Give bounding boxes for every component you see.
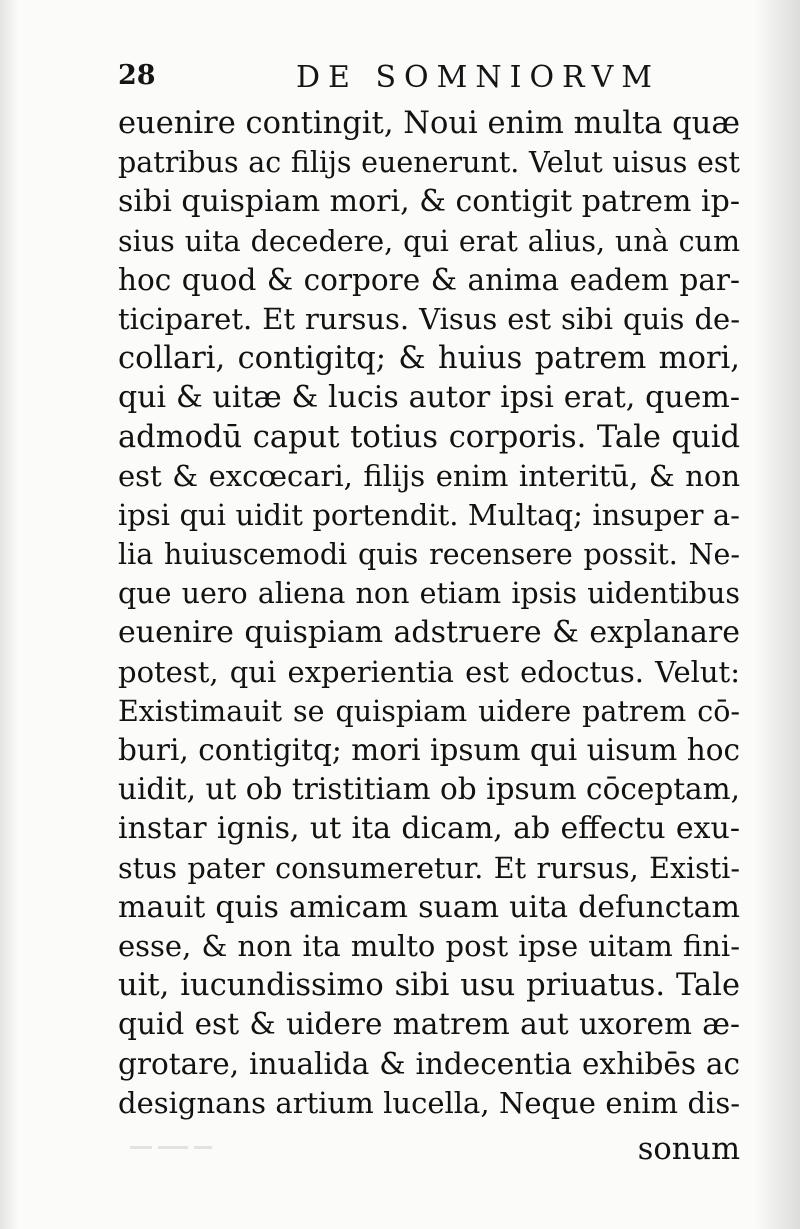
main-text-block: [118, 104, 740, 1123]
text-line: potest, qui experientia est edoctus. Velut:: [118, 654, 740, 689]
text-line: qui & uitæ & lucis autor ipsi erat, quem-: [118, 380, 740, 416]
text-line: admodū caput totius corporis. Tale quid: [118, 419, 740, 455]
text-line: ticiparet. Et rursus. Visus est sibi quis de-: [118, 301, 740, 336]
page-gutter-shadow: [0, 0, 18, 1229]
text-line: esse, & non ita multo post ipse uitam fini-: [118, 928, 740, 963]
text-line: sibi quispiam mori, & contigit patrem ip-: [118, 184, 740, 220]
text-line: instar ignis, ut ita dicam, ab effectu exu-: [118, 811, 740, 847]
text-line: grotare, inualida & indecentia exhibēs ac: [118, 1046, 740, 1081]
page-number: 28: [118, 60, 156, 91]
text-line: est & excœcari, filijs enim interitū, & non: [118, 458, 740, 493]
running-head: DE SOMNIORVM: [296, 60, 660, 95]
text-line: quid est & uidere matrem aut uxorem æ-: [118, 1007, 740, 1042]
text-line: que uero aliena non etiam ipsis uidentibus: [118, 577, 740, 611]
text-line: lia huiuscemodi quis recensere possit. Ne-: [118, 538, 740, 572]
text-line: Existimauit se quispiam uidere patrem cō-: [118, 694, 740, 728]
catchword: sonum: [637, 1132, 740, 1167]
text-line: designans artium lucella, Neque enim dis-: [118, 1085, 740, 1120]
text-line: buri, contigitq; mori ipsum qui uisum hoc: [118, 733, 740, 767]
text-line: hoc quod & corpore & anima eadem par-: [118, 262, 740, 297]
text-line: euenire quispiam adstruere & explanare: [118, 615, 740, 651]
text-line: sius uita decedere, qui erat alius, unà cum: [118, 224, 740, 258]
text-line: patribus ac filijs euenerunt. Velut uisus est: [118, 146, 740, 180]
text-line: euenire contingit, Noui enim multa quæ: [118, 106, 740, 141]
text-line: uidit, ut ob tristitiam ob ipsum cōceptam,: [118, 772, 740, 807]
page-header: [118, 60, 738, 100]
text-line: ipsi qui uidit portendit. Multaq; insuper a-: [118, 497, 740, 532]
page-edge-shadow: [754, 0, 800, 1229]
text-line: uit, iucundissimo sibi usu priuatus. Tale: [118, 968, 740, 1004]
text-line: mauit quis amicam suam uita defunctam: [118, 889, 740, 925]
text-line: collari, contigitq; & huius patrem mori,: [118, 341, 740, 377]
bleed-through-marks: [130, 1138, 250, 1166]
text-line: stus pater consumeretur. Et rursus, Existi-: [118, 851, 740, 885]
